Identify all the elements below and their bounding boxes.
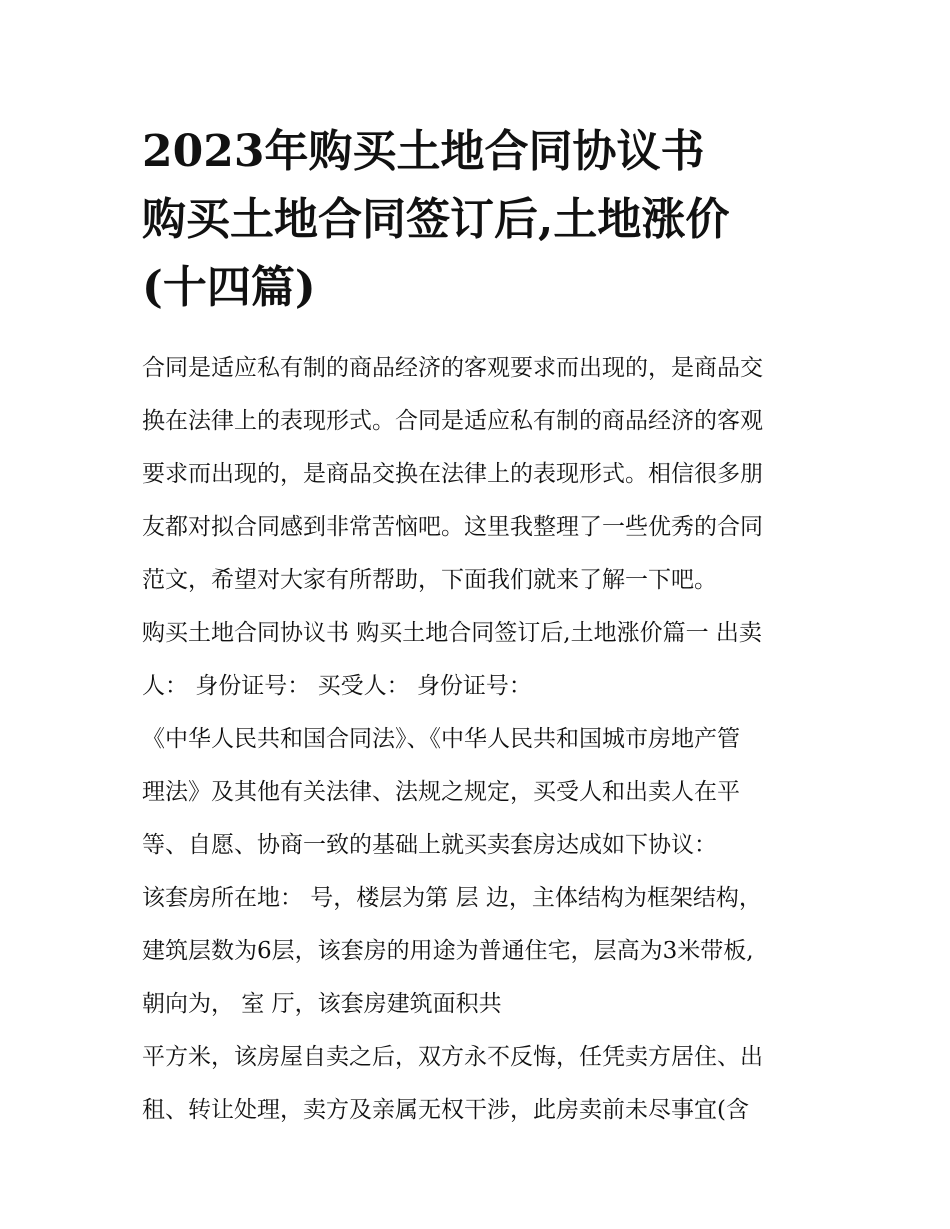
body-line: 《中华人民共和国合同法》、《中华人民共和国城市房地产管 <box>142 726 740 752</box>
title-line-3: (十四篇) <box>142 262 316 313</box>
body-line: 该套房所在地： 号，楼层为第 层 边，主体结构为框架结构， <box>142 885 762 911</box>
body-line: 朝向为， 室 厅，该套房建筑面积共 <box>142 991 502 1017</box>
title-line-2: 购买土地合同签订后,土地涨价 <box>142 194 730 245</box>
body-line: 购买土地合同协议书 购买土地合同签订后,土地涨价篇一 出卖 <box>142 620 762 646</box>
body-line: 要求而出现的，是商品交换在法律上的表现形式。相信很多朋 <box>142 461 763 487</box>
body-line: 合同是适应私有制的商品经济的客观要求而出现的，是商品交 <box>142 355 763 381</box>
body-line: 人： 身份证号： 买受人： 身份证号： <box>142 673 532 699</box>
body-line: 范文，希望对大家有所帮助，下面我们就来了解一下吧。 <box>142 567 717 593</box>
body-line: 建筑层数为6层，该套房的用途为普通住宅，层高为3米带板, <box>142 938 754 964</box>
body-line: 友都对拟合同感到非常苦恼吧。这里我整理了一些优秀的合同 <box>142 514 763 540</box>
document-body <box>142 342 822 1137</box>
document-title <box>142 118 822 322</box>
body-line: 平方米，该房屋自卖之后，双方永不反悔，任凭卖方居住、出 <box>142 1044 763 1070</box>
title-line-1: 2023年购买土地合同协议书 <box>142 126 705 177</box>
body-line: 理法》及其他有关法律、法规之规定，买受人和出卖人在平 <box>142 779 740 805</box>
document-page <box>142 118 822 1137</box>
body-line: 等、自愿、协商一致的基础上就买卖套房达成如下协议： <box>142 832 717 858</box>
body-line: 换在法律上的表现形式。合同是适应私有制的商品经济的客观 <box>142 408 763 434</box>
body-line: 租、转让处理，卖方及亲属无权干涉，此房卖前未尽事宜(含 <box>142 1097 749 1123</box>
